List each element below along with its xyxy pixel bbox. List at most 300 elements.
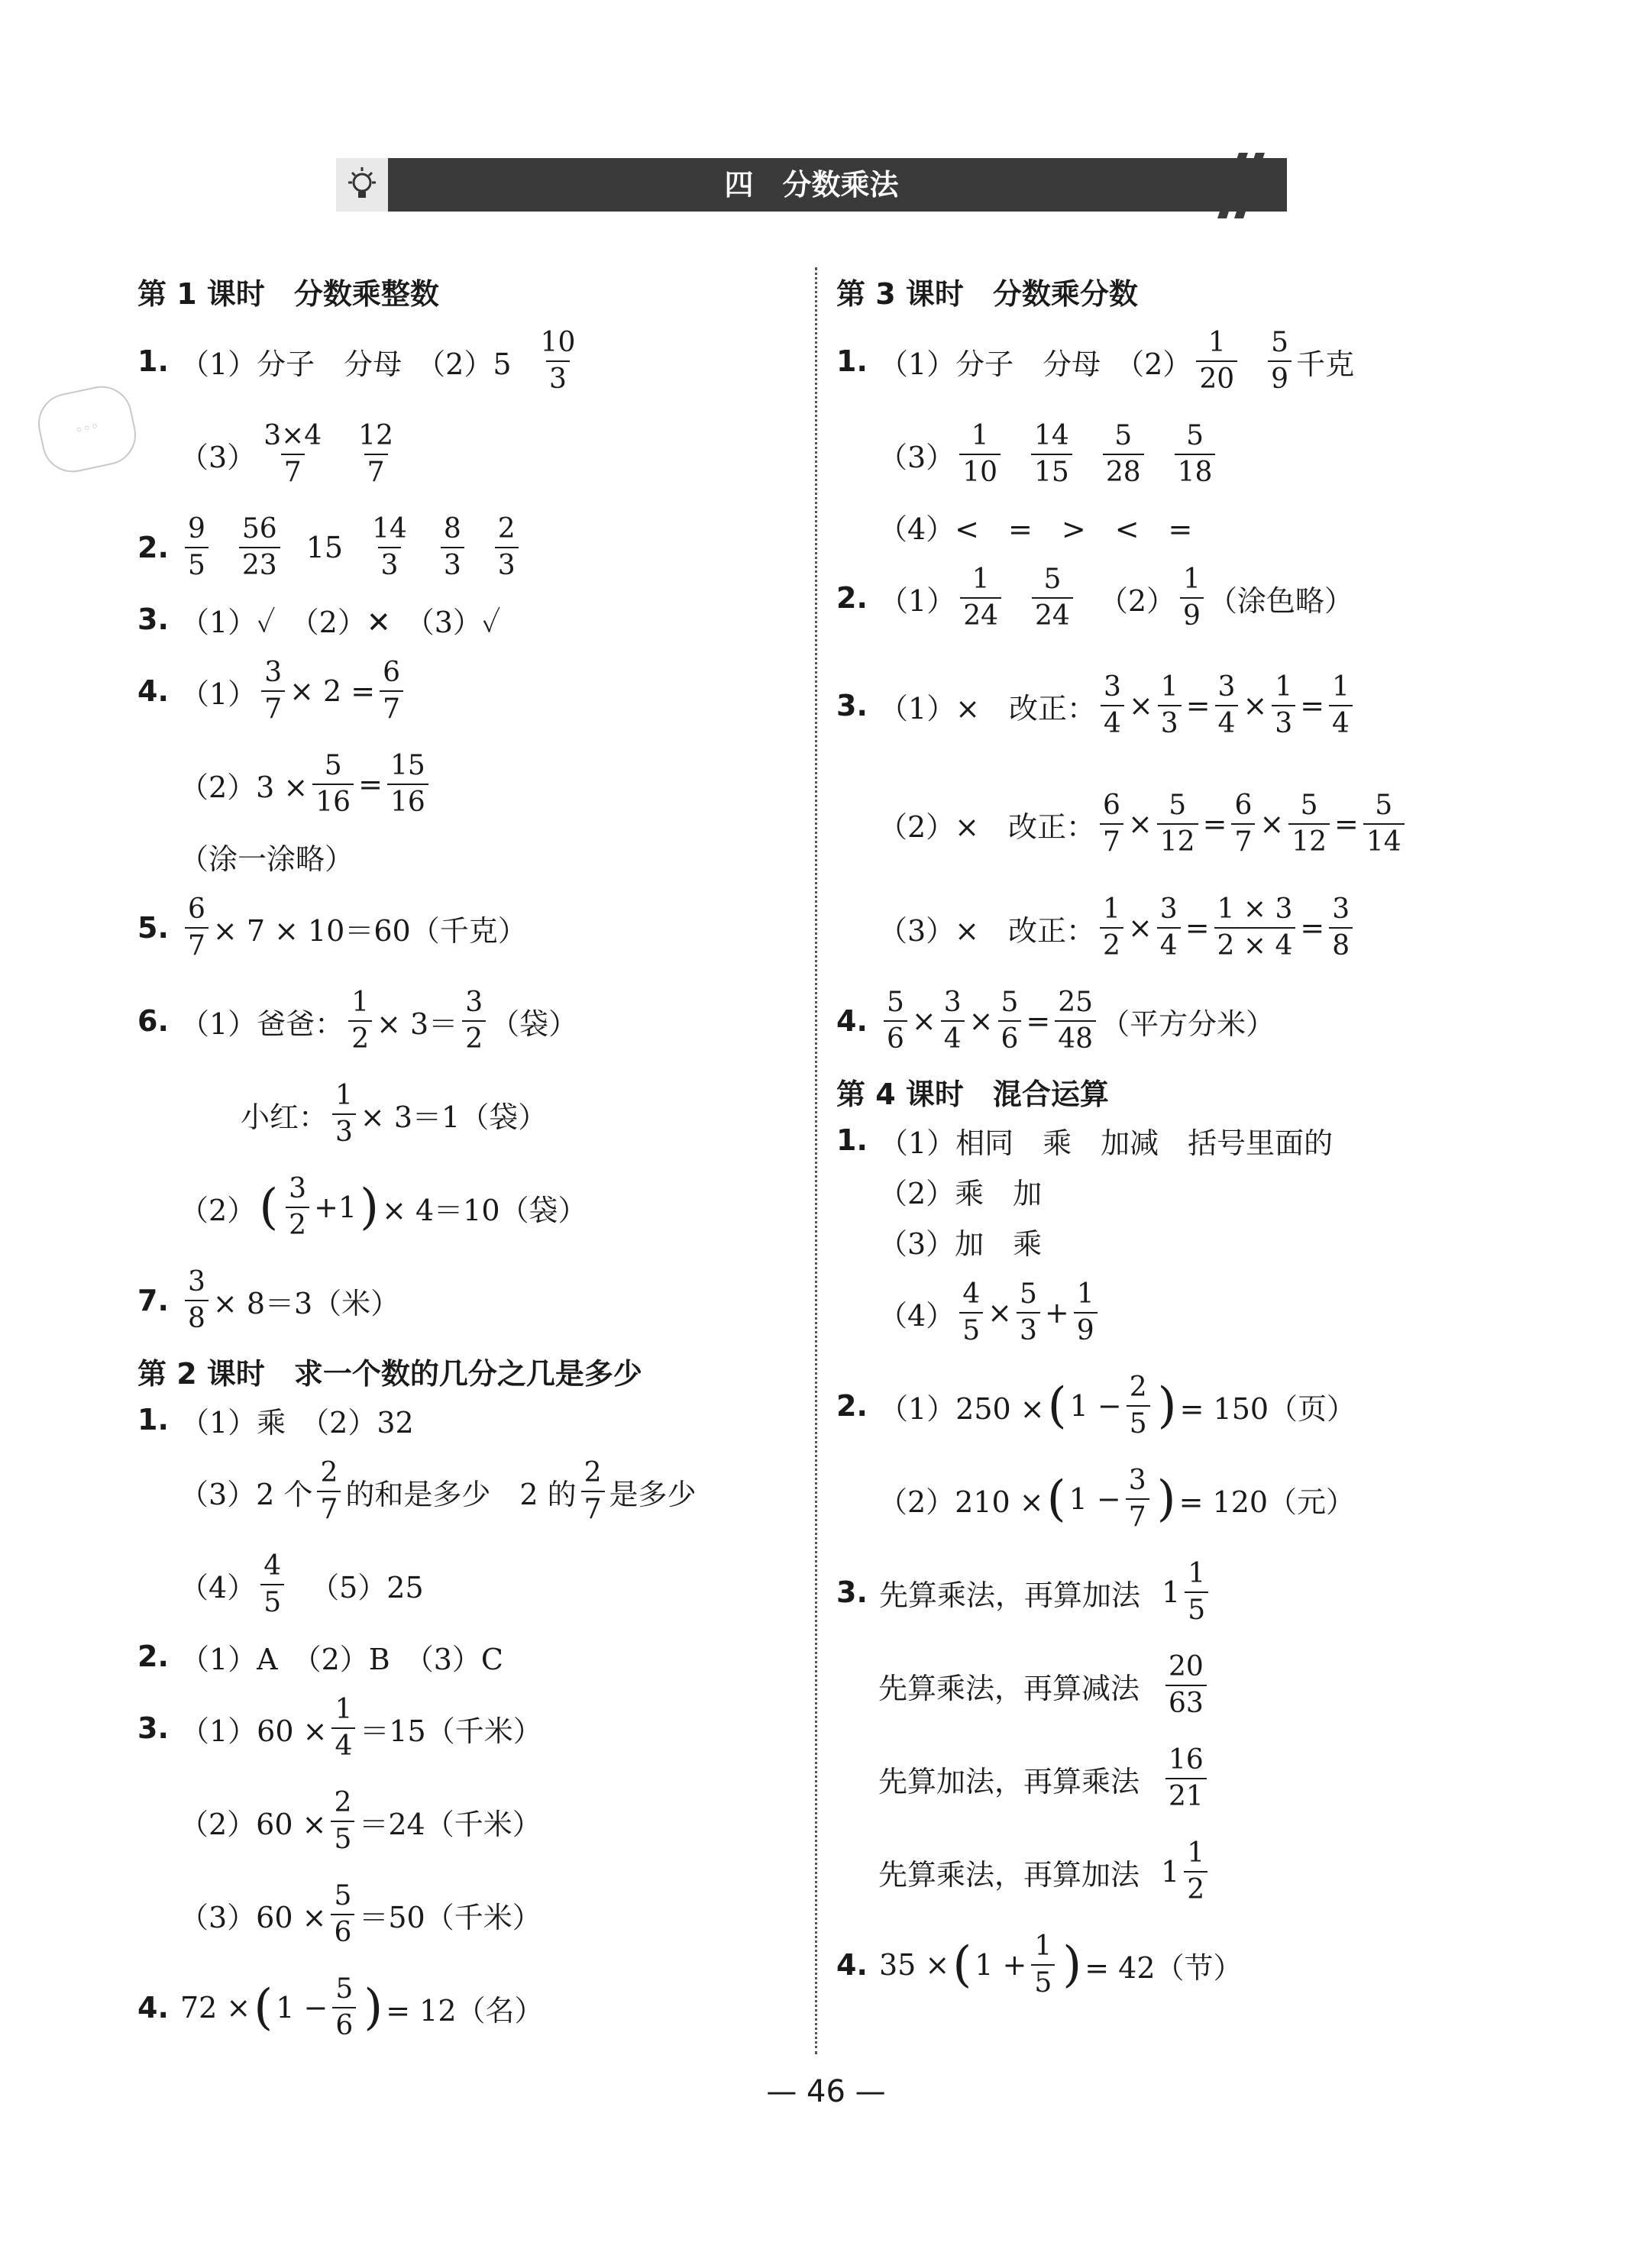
fraction bbox=[998, 985, 1022, 1057]
answer-line bbox=[137, 738, 810, 831]
denominator: 2 bbox=[1184, 1871, 1207, 1908]
answer-text: × 2 = bbox=[289, 674, 376, 708]
numerator: 1 bbox=[1076, 1278, 1094, 1310]
numerator: 5 bbox=[1186, 420, 1204, 451]
numerator: 14 bbox=[372, 513, 407, 544]
numerator: 5 bbox=[334, 1880, 352, 1911]
answer-text: ＝24（千米） bbox=[359, 1807, 542, 1841]
fraction bbox=[185, 892, 209, 964]
answer-text: 1 bbox=[1161, 1855, 1180, 1889]
answer-text: （1）爸爸： bbox=[180, 1007, 344, 1041]
question-number: 4. bbox=[137, 674, 169, 708]
fraction bbox=[495, 512, 519, 583]
fraction bbox=[332, 1078, 356, 1150]
answer-line bbox=[137, 315, 810, 408]
fraction bbox=[1157, 892, 1181, 964]
answer-line bbox=[137, 1394, 810, 1445]
chapter-title: 四 分数乘法 bbox=[724, 168, 899, 202]
answer-line bbox=[836, 408, 1508, 501]
denominator: 2 bbox=[286, 1207, 309, 1243]
column-divider bbox=[815, 267, 817, 2054]
numerator: 1 bbox=[1187, 1837, 1205, 1869]
numerator: 3 bbox=[1217, 671, 1236, 703]
numerator: 5 bbox=[1300, 790, 1318, 821]
denominator: 5 bbox=[1127, 1405, 1150, 1442]
question-number: 1. bbox=[137, 344, 169, 378]
numerator: 14 bbox=[1034, 420, 1069, 451]
answer-text: （2）3 × bbox=[179, 770, 309, 804]
denominator: 12 bbox=[1157, 823, 1198, 860]
answer-text: （1）分子 分母 （2）5 bbox=[180, 347, 512, 381]
answer-line bbox=[137, 831, 810, 881]
numerator: 1 bbox=[335, 1080, 353, 1111]
fraction bbox=[1032, 562, 1073, 634]
denominator: 63 bbox=[1165, 1685, 1207, 1721]
fraction bbox=[1272, 670, 1295, 742]
denominator: 6 bbox=[331, 1914, 354, 1950]
denominator: 8 bbox=[185, 1300, 209, 1336]
denominator: 4 bbox=[1157, 927, 1181, 964]
numerator: 5 bbox=[1043, 564, 1062, 595]
answer-line bbox=[836, 1546, 1508, 1639]
question-number: 4. bbox=[836, 1948, 868, 1982]
numerator: 6 bbox=[1234, 790, 1253, 821]
denominator: 4 bbox=[1215, 705, 1239, 742]
numerator: 1 bbox=[1103, 893, 1120, 925]
denominator: 7 bbox=[317, 1491, 341, 1527]
faint-stamp: ◦◦◦ bbox=[33, 380, 142, 478]
numerator: 8 bbox=[443, 513, 461, 544]
fraction bbox=[387, 748, 428, 820]
numerator: 1 bbox=[335, 1694, 353, 1725]
answer-line bbox=[836, 551, 1508, 645]
numerator: 1 bbox=[971, 564, 990, 595]
numerator: 3 bbox=[1332, 893, 1350, 925]
answer-line: （3）× 改正： $\frac{1}{2}$ × $\frac{3}{4}$ = $\frac{1 \times 3}{2 \times 4}$ = $\frac{3}{8}$ bbox=[836, 881, 1508, 974]
fraction bbox=[1184, 1836, 1207, 1908]
page-number: — 46 — bbox=[766, 2074, 886, 2109]
denominator: 48 bbox=[1055, 1020, 1096, 1057]
fraction bbox=[312, 748, 354, 820]
answer-line bbox=[137, 1961, 810, 2054]
denominator: 3 bbox=[495, 547, 519, 583]
answer-text: （涂一涂略） bbox=[179, 842, 354, 876]
denominator: 7 bbox=[1126, 1498, 1149, 1535]
answer-text: 小红： bbox=[241, 1100, 328, 1134]
answer-line bbox=[836, 1165, 1508, 1216]
fraction bbox=[884, 985, 907, 1057]
denominator: 24 bbox=[960, 597, 1001, 634]
numerator: 5 bbox=[335, 1973, 354, 2005]
answer-text: （1）60 × bbox=[180, 1714, 328, 1748]
fraction bbox=[348, 985, 372, 1057]
denominator: 7 bbox=[581, 1491, 605, 1527]
numerator: 3 bbox=[943, 987, 962, 1018]
answer-text: 先算乘法，再算加法 bbox=[878, 1857, 1140, 1892]
answer-text: 先算加法，再算乘法 bbox=[878, 1764, 1140, 1798]
fraction bbox=[286, 1171, 309, 1243]
answer-line bbox=[137, 645, 810, 738]
answer-text: 35 × bbox=[879, 1948, 950, 1982]
question-number: 1. bbox=[836, 1123, 868, 1157]
fraction bbox=[1268, 325, 1292, 397]
numerator: 5 bbox=[1019, 1278, 1037, 1310]
fraction bbox=[1127, 1370, 1150, 1442]
answer-text: 72 × bbox=[180, 1991, 251, 2024]
denominator: 28 bbox=[1103, 454, 1144, 490]
answer-text: ＝15（千米） bbox=[360, 1714, 542, 1748]
numerator: 56 bbox=[241, 513, 277, 544]
fraction bbox=[960, 562, 1001, 634]
section-title: 第 1 课时 分数乘整数 bbox=[137, 276, 439, 311]
answer-line bbox=[137, 1538, 810, 1631]
answer-text: × 4＝10（袋） bbox=[382, 1193, 587, 1227]
question-number: 3. bbox=[836, 1575, 868, 1609]
numerator: 9 bbox=[188, 513, 205, 544]
denominator: 3 bbox=[1158, 705, 1182, 742]
answer-text: （3） bbox=[878, 440, 955, 474]
denominator: 2 × 4 bbox=[1214, 927, 1296, 964]
answer-text: （5）25 bbox=[310, 1570, 424, 1604]
denominator: 20 bbox=[1196, 360, 1237, 397]
answer-text: （1） bbox=[879, 583, 956, 618]
right-column bbox=[836, 267, 1508, 2012]
numerator: 3 bbox=[289, 1173, 307, 1204]
numerator: 4 bbox=[962, 1278, 981, 1310]
answer-text: （1）A （2）B （3）C bbox=[180, 1642, 503, 1676]
answer-line bbox=[137, 881, 810, 974]
denominator: 7 bbox=[364, 454, 388, 490]
numerator: 1 × 3 bbox=[1217, 893, 1293, 925]
numerator: 2 bbox=[320, 1457, 338, 1488]
answer-line bbox=[137, 1868, 810, 1961]
numerator: 25 bbox=[1058, 987, 1094, 1018]
fraction bbox=[581, 1456, 605, 1527]
numerator: 3 bbox=[264, 657, 283, 688]
numerator: 12 bbox=[358, 420, 393, 451]
fraction bbox=[239, 512, 280, 583]
denominator: 14 bbox=[1363, 823, 1405, 860]
fraction bbox=[185, 512, 209, 583]
fraction bbox=[1185, 1556, 1208, 1628]
fraction bbox=[1180, 562, 1204, 634]
fraction bbox=[1175, 418, 1216, 490]
numerator: 4 bbox=[263, 1550, 282, 1582]
answer-text: （2）60 × bbox=[179, 1807, 327, 1841]
denominator: 16 bbox=[387, 784, 428, 820]
numerator: 5 bbox=[1114, 420, 1133, 451]
numerator: 6 bbox=[1103, 790, 1120, 821]
answer-text: （4） bbox=[878, 1298, 955, 1333]
answer-text: （1）× 改正： bbox=[879, 691, 1097, 725]
numerator: 10 bbox=[540, 327, 576, 358]
fraction bbox=[332, 1972, 356, 2044]
answer-text: +1 bbox=[314, 1191, 357, 1224]
question-number: 4. bbox=[836, 1004, 868, 1038]
answer-text: （4）< = > < = bbox=[878, 512, 1193, 546]
answer-text: （1）相同 乘 加减 括号里面的 bbox=[879, 1126, 1334, 1160]
denominator: 3 bbox=[441, 547, 464, 583]
answer-text: = 42（节） bbox=[1085, 1950, 1243, 1985]
denominator: 7 bbox=[380, 690, 403, 727]
fraction bbox=[185, 1265, 209, 1336]
answer-text: （1）✓ （2）✕ （3）✓ bbox=[180, 605, 501, 639]
numerator: 1 bbox=[971, 420, 989, 451]
denominator: 4 bbox=[331, 1727, 355, 1764]
answer-text: （涂色略） bbox=[1207, 583, 1353, 618]
fraction bbox=[355, 418, 396, 490]
numerator: 3 bbox=[1128, 1465, 1146, 1496]
denominator: 6 bbox=[884, 1020, 907, 1057]
question-number: 3. bbox=[836, 689, 868, 722]
denominator: 7 bbox=[261, 690, 285, 727]
denominator: 5 bbox=[959, 1312, 983, 1349]
fraction bbox=[1329, 670, 1353, 742]
question-number: 4. bbox=[137, 1991, 169, 2024]
denominator: 15 bbox=[1031, 454, 1072, 490]
numerator: 6 bbox=[188, 893, 205, 925]
numerator: 3 bbox=[188, 1266, 205, 1297]
answer-text: （1）分子 分母 （2） bbox=[879, 347, 1192, 381]
question-number: 6. bbox=[137, 1004, 169, 1038]
fraction bbox=[1288, 788, 1330, 860]
answer-text: = bbox=[358, 767, 383, 801]
answer-text: × 3＝ bbox=[377, 1007, 458, 1041]
numerator: 1 bbox=[351, 987, 370, 1018]
fraction bbox=[1363, 788, 1405, 860]
answer-line bbox=[836, 1918, 1508, 2012]
denominator: 8 bbox=[1329, 927, 1353, 964]
numerator: 5 bbox=[1271, 327, 1289, 358]
denominator: 3 bbox=[332, 1113, 356, 1150]
answer-text: 1 − bbox=[276, 1991, 328, 2024]
fraction bbox=[959, 418, 1001, 490]
answer-text: = 12（名） bbox=[386, 1993, 544, 2028]
answer-text: 的和是多少 2 的 bbox=[345, 1477, 577, 1511]
answer-line bbox=[137, 1161, 810, 1254]
numerator: 16 bbox=[1169, 1744, 1204, 1776]
fraction bbox=[331, 1785, 354, 1857]
numerator: 1 bbox=[1188, 1558, 1206, 1589]
answer-line bbox=[836, 1216, 1508, 1266]
answer-line bbox=[836, 1639, 1508, 1732]
numerator: 2 bbox=[497, 513, 516, 544]
numerator: 15 bbox=[390, 750, 425, 781]
question-number: 3. bbox=[137, 1711, 169, 1745]
question-number: 2. bbox=[137, 531, 169, 564]
numerator: 5 bbox=[1169, 790, 1187, 821]
answer-text: （3）60 × bbox=[179, 1900, 327, 1934]
numerator: 6 bbox=[383, 657, 401, 688]
fraction bbox=[1165, 1743, 1207, 1814]
fraction bbox=[1165, 1650, 1207, 1721]
numerator: 2 bbox=[1129, 1372, 1147, 1403]
answer-text: （袋） bbox=[490, 1007, 578, 1041]
fraction bbox=[317, 1456, 341, 1527]
fraction bbox=[261, 655, 285, 727]
answer-line bbox=[137, 501, 810, 594]
numerator: 5 bbox=[1001, 987, 1019, 1018]
denominator: 9 bbox=[1180, 597, 1204, 634]
answer-text: （1） bbox=[180, 677, 257, 711]
answer-line bbox=[836, 1732, 1508, 1825]
parenthesis: ( bbox=[254, 1979, 273, 2036]
fraction bbox=[1157, 788, 1198, 860]
denominator: 21 bbox=[1165, 1778, 1207, 1814]
denominator: 5 bbox=[260, 1584, 284, 1621]
numerator: 1 bbox=[1183, 564, 1201, 595]
answer-line bbox=[836, 1359, 1508, 1453]
parenthesis: ( bbox=[952, 1937, 972, 1993]
fraction bbox=[1100, 892, 1123, 964]
answer-line: 4. $\frac{5}{6}$ × $\frac{3}{4}$ × $\frac{5}{6}$ = $\frac{25}{48}$ （平方分米） bbox=[836, 974, 1508, 1068]
denominator: 3 bbox=[378, 547, 402, 583]
answer-text: （3）× 改正： bbox=[878, 913, 1096, 948]
fraction bbox=[1214, 892, 1296, 964]
parenthesis: ) bbox=[1062, 1937, 1082, 1993]
fraction bbox=[369, 512, 410, 583]
answer-text: （2） bbox=[1098, 583, 1175, 618]
question-number: 1. bbox=[836, 344, 868, 378]
fraction bbox=[538, 325, 579, 397]
answer-line bbox=[137, 1631, 810, 1682]
answer-line bbox=[836, 501, 1508, 551]
denominator: 23 bbox=[239, 547, 280, 583]
denominator: 16 bbox=[312, 784, 354, 820]
denominator: 24 bbox=[1032, 597, 1073, 634]
answer-text: （3） bbox=[179, 440, 257, 474]
numerator: 3 bbox=[1104, 671, 1121, 703]
answer-text: （3）加 乘 bbox=[878, 1226, 1043, 1261]
answer-text: （1）乘 （2）32 bbox=[180, 1405, 414, 1440]
section-title: 第 3 课时 分数乘分数 bbox=[836, 276, 1138, 311]
answer-line bbox=[137, 1254, 810, 1347]
fraction bbox=[1017, 1277, 1040, 1349]
answer-line bbox=[137, 408, 810, 501]
denominator: 4 bbox=[1329, 705, 1353, 742]
denominator: 3 bbox=[1272, 705, 1295, 742]
numerator: 5 bbox=[324, 750, 342, 781]
fraction bbox=[1329, 892, 1353, 964]
answer-text: 1 + bbox=[975, 1948, 1027, 1982]
fraction bbox=[1100, 788, 1123, 860]
answer-text: = 150（页） bbox=[1179, 1391, 1356, 1426]
fraction bbox=[1215, 670, 1239, 742]
section-title: 第 4 课时 混合运算 bbox=[836, 1077, 1109, 1111]
fraction bbox=[462, 985, 486, 1057]
answer-line bbox=[137, 1068, 810, 1161]
question-number: 3. bbox=[137, 603, 169, 636]
fraction bbox=[1158, 670, 1182, 742]
answer-line: （2）× 改正： $\frac{6}{7}$ × $\frac{5}{12}$ = $\frac{6}{7}$ × $\frac{5}{12}$ = $\frac{5}{14}$ bbox=[836, 767, 1508, 881]
answer-text: 1 − bbox=[1069, 1389, 1122, 1423]
fraction bbox=[1103, 418, 1144, 490]
fraction bbox=[331, 1879, 354, 1950]
denominator: 2 bbox=[348, 1020, 372, 1057]
denominator: 7 bbox=[185, 927, 209, 964]
denominator: 6 bbox=[998, 1020, 1022, 1057]
answer-text: 先算乘法，再算减法 bbox=[878, 1671, 1140, 1705]
numerator: 3 bbox=[1159, 893, 1178, 925]
answer-line bbox=[836, 1825, 1508, 1918]
answer-line bbox=[137, 1445, 810, 1538]
denominator: 7 bbox=[1100, 823, 1123, 860]
parenthesis: ( bbox=[1047, 1378, 1067, 1434]
numerator: 1 bbox=[1160, 671, 1178, 703]
denominator: 5 bbox=[185, 547, 209, 583]
parenthesis: ( bbox=[259, 1179, 279, 1236]
answer-text: （2）乘 加 bbox=[878, 1176, 1043, 1210]
numerator: 1 bbox=[1034, 1931, 1052, 1962]
fraction bbox=[260, 1549, 284, 1621]
numerator: 5 bbox=[1375, 790, 1393, 821]
answer-line bbox=[137, 1775, 810, 1868]
answer-text: 1 − bbox=[1068, 1482, 1121, 1516]
denominator: 2 bbox=[462, 1020, 486, 1057]
fraction bbox=[441, 512, 464, 583]
answer-text: （2） bbox=[179, 1193, 257, 1227]
denominator: 12 bbox=[1288, 823, 1330, 860]
answer-line: 3. （1）× 改正： $\frac{3}{4}$ × $\frac{1}{3}$ = $\frac{3}{4}$ × $\frac{1}{3}$ = $\frac{1}{4}$ bbox=[836, 645, 1508, 767]
fraction bbox=[1231, 788, 1255, 860]
denominator: 7 bbox=[1231, 823, 1255, 860]
denominator: 2 bbox=[1100, 927, 1123, 964]
denominator: 7 bbox=[281, 454, 305, 490]
fraction bbox=[1126, 1463, 1149, 1535]
answer-text: （3）2 个 bbox=[179, 1477, 313, 1511]
answer-text: （平方分米） bbox=[1101, 1007, 1275, 1041]
numerator: 2 bbox=[584, 1457, 602, 1488]
numerator: 3×4 bbox=[263, 420, 322, 451]
answer-text: 先算乘法，再算加法 bbox=[879, 1578, 1141, 1612]
answer-line bbox=[137, 594, 810, 645]
answer-line bbox=[836, 1115, 1508, 1165]
fraction bbox=[1074, 1277, 1098, 1349]
answer-text: （2）× 改正： bbox=[878, 809, 1096, 844]
answer-text: = 120（元） bbox=[1178, 1485, 1356, 1519]
fraction bbox=[1031, 1929, 1055, 2001]
fraction bbox=[1196, 325, 1237, 397]
answer-text: （1）250 × bbox=[879, 1391, 1045, 1426]
numerator: 5 bbox=[887, 987, 904, 1018]
parenthesis: ) bbox=[1156, 1471, 1176, 1527]
denominator: 9 bbox=[1268, 360, 1292, 397]
answer-text: × 8＝3（米） bbox=[212, 1286, 400, 1320]
parenthesis: ( bbox=[1046, 1471, 1066, 1527]
left-column bbox=[137, 267, 810, 2054]
answer-line bbox=[836, 1453, 1508, 1546]
answer-line bbox=[137, 974, 810, 1068]
section-title: 第 2 课时 求一个数的几分之几是多少 bbox=[137, 1356, 642, 1391]
fraction bbox=[260, 418, 325, 490]
question-number: 1. bbox=[137, 1403, 169, 1436]
answer-line bbox=[137, 1682, 810, 1775]
fraction bbox=[1031, 418, 1072, 490]
numerator: 1 bbox=[1275, 671, 1293, 703]
fraction bbox=[941, 985, 965, 1057]
answer-text: （4） bbox=[179, 1570, 257, 1604]
denominator: 5 bbox=[1185, 1591, 1208, 1628]
answer-text: 1 bbox=[1162, 1575, 1181, 1609]
numerator: 1 bbox=[1207, 327, 1226, 358]
numerator: 1 bbox=[1332, 671, 1350, 703]
answer-text: 千克 bbox=[1296, 347, 1355, 381]
fraction bbox=[331, 1692, 355, 1764]
question-number: 2. bbox=[137, 1640, 169, 1673]
fraction bbox=[1055, 985, 1096, 1057]
question-number: 7. bbox=[137, 1284, 169, 1317]
answer-text: × 3＝1（袋） bbox=[360, 1100, 548, 1134]
